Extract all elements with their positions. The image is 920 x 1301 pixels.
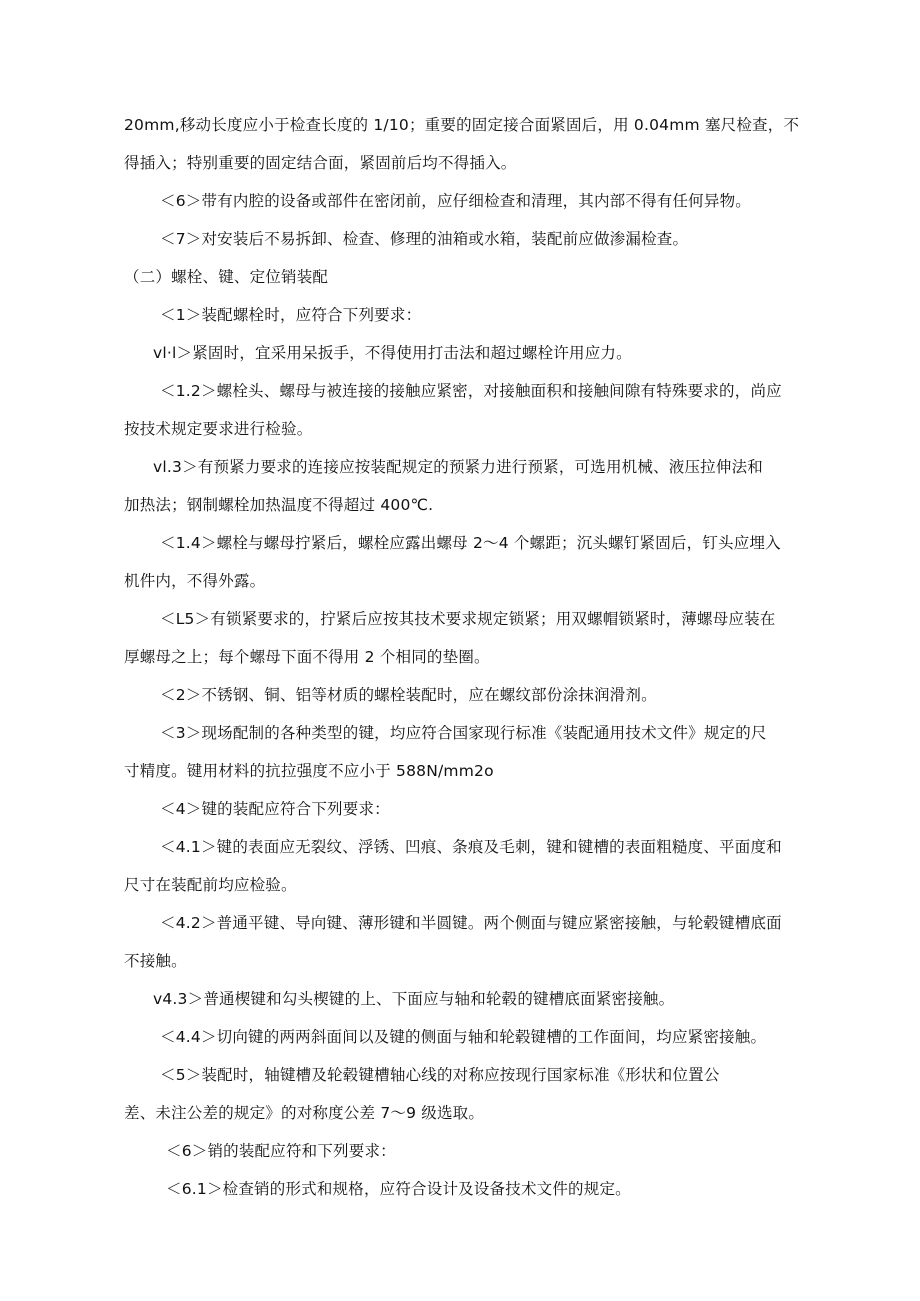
paragraph-line: ＜4.2＞普通平键、导向键、薄形键和半圆键。两个侧面与键应紧密接触，与轮毂键槽底面 [160,914,782,932]
paragraph-line: vl.3＞有预紧力要求的连接应按装配规定的预紧力进行预紧，可选用机械、液压拉伸法和 [153,458,763,476]
paragraph-line: vl·l＞紧固时，宜采用呆扳手，不得使用打击法和超过螺栓许用应力。 [153,344,632,362]
paragraph-line: ＜7＞对安装后不易拆卸、检查、修理的油箱或水箱，装配前应做渗漏检查。 [160,230,689,248]
paragraph-line: ＜4.4＞切向键的两两斜面间以及键的侧面与轴和轮毂键槽的工作面间，均应紧密接触。 [160,1028,767,1046]
paragraph-line: ＜1.4＞螺栓与螺母拧紧后，螺栓应露出螺母 2～4 个螺距；沉头螺钉紧固后，钉头应埋入 [160,534,781,552]
paragraph-line: 按技术规定要求进行检验。 [124,420,313,438]
paragraph-line: ＜6＞销的装配应符和下列要求： [166,1142,396,1160]
paragraph-line: 不接触。 [124,952,187,970]
paragraph-line: 机件内，不得外露。 [124,572,266,590]
paragraph-line: v4.3＞普通楔键和勾头楔键的上、下面应与轴和轮毂的键槽底面紧密接触。 [153,990,675,1008]
paragraph-line: 厚螺母之上；每个螺母下面不得用 2 个相同的垫圈。 [124,648,490,666]
paragraph-line: ＜4＞键的装配应符合下列要求： [160,800,390,818]
paragraph-line: ＜6.1＞检查销的形式和规格，应符合设计及设备技术文件的规定。 [166,1180,631,1198]
paragraph-line: ＜L5＞有锁紧要求的，拧紧后应按其技术要求规定锁紧；用双螺帽锁紧时，薄螺母应装在 [160,610,776,628]
paragraph-line: 尺寸在装配前均应检验。 [124,876,297,894]
paragraph-line: ＜5＞装配时，轴键槽及轮毂键槽轴心线的对称应按现行国家标准《形状和位置公 [160,1066,720,1084]
paragraph-line: 加热法；钢制螺栓加热温度不得超过 400℃. [124,496,434,514]
paragraph-line: 20mm,移动长度应小于检查长度的 1/10；重要的固定接合面紧固后，用 0.04mm 塞尺检查，不 [124,116,800,134]
paragraph-line: 差、未注公差的规定》的对称度公差 7～9 级选取。 [124,1104,485,1122]
section-heading: （二）螺栓、键、定位销装配 [124,268,329,286]
paragraph-line: ＜1＞装配螺栓时，应符合下列要求： [160,306,422,324]
paragraph-line: ＜4.1＞键的表面应无裂纹、浮锈、凹痕、条痕及毛刺，键和键槽的表面粗糙度、平面度和 [160,838,782,856]
paragraph-line: 寸精度。键用材料的抗拉强度不应小于 588N∕mm2o [124,762,494,780]
paragraph-line: ＜3＞现场配制的各种类型的键，均应符合国家现行标准《装配通用技术文件》规定的尺 [160,724,767,742]
paragraph-line: ＜1.2＞螺栓头、螺母与被连接的接触应紧密，对接触面积和接触间隙有特殊要求的，尚应 [160,382,782,400]
paragraph-line: ＜2＞不锈钢、铜、铝等材质的螺栓装配时，应在螺纹部份涂抹润滑剂。 [160,686,657,704]
paragraph-line: ＜6＞带有内腔的设备或部件在密闭前，应仔细检查和清理，其内部不得有任何异物。 [160,192,751,210]
paragraph-line: 得插入；特别重要的固定结合面，紧固前后均不得插入。 [124,154,517,172]
